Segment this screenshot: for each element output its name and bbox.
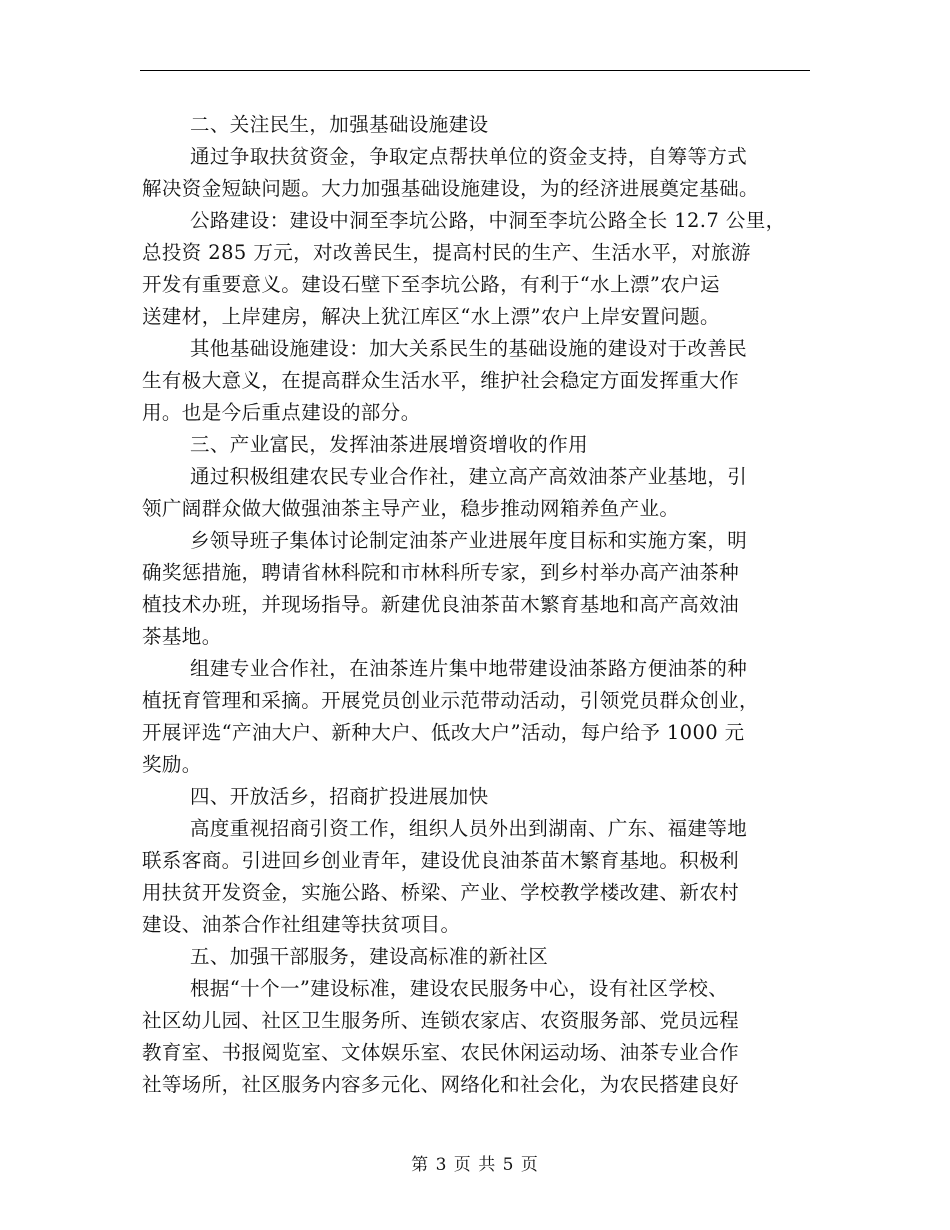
paragraph-line: 植抚育管理和采摘。开展党员创业示范带动活动，引领党员群众创业， (142, 689, 759, 712)
paragraph-line: 通过积极组建农民专业合作社，建立高产高效油茶产业基地，引 (190, 465, 748, 488)
paragraph-line: 建设、油茶合作社组建等扶贫项目。 (142, 913, 461, 936)
section-heading-3: 三、产业富民，发挥油茶进展增资增收的作用 (190, 433, 589, 456)
paragraph-line: 通过争取扶贫资金，争取定点帮扶单位的资金支持，自筹等方式 (190, 145, 748, 168)
section-heading-4: 四、开放活乡，招商扩投进展加快 (190, 785, 489, 808)
paragraph-line: 高度重视招商引资工作，组织人员外出到湖南、广东、福建等地 (190, 817, 748, 840)
paragraph-line: 社区幼儿园、社区卫生服务所、连锁农家店、农资服务部、党员远程 (142, 1009, 740, 1032)
paragraph-line: 用扶贫开发资金，实施公路、桥梁、产业、学校教学楼改建、新农村 (142, 881, 740, 904)
page-number-footer: 第 3 页 共 5 页 (411, 1155, 539, 1175)
paragraph-line: 教育室、书报阅览室、文体娱乐室、农民休闲运动场、油茶专业合作 (142, 1041, 740, 1064)
paragraph-line: 奖励。 (142, 753, 202, 776)
section-heading-2: 二、关注民生，加强基础设施建设 (190, 113, 489, 136)
paragraph-line: 乡领导班子集体讨论制定油茶产业进展年度目标和实施方案，明 (190, 529, 748, 552)
paragraph-line: 组建专业合作社，在油茶连片集中地带建设油茶路方便油茶的种 (190, 657, 748, 680)
paragraph-line: 根据“十个一”建设标准，建设农民服务中心，设有社区学校、 (190, 977, 729, 1000)
paragraph-line: 解决资金短缺问题。大力加强基础设施建设，为的经济进展奠定基础。 (142, 177, 759, 200)
paragraph-line: 确奖惩措施，聘请省林科院和市林科所专家，到乡村举办高产油茶种 (142, 561, 740, 584)
paragraph-line: 生有极大意义，在提高群众生活水平，维护社会稳定方面发挥重大作 (142, 369, 740, 392)
paragraph-line: 社等场所，社区服务内容多元化、网络化和社会化，为农民搭建良好 (142, 1073, 740, 1096)
paragraph-line: 开发有重要意义。建设石壁下至李坑公路，有利于“水上漂”农户运 (142, 273, 720, 296)
paragraph-line: 公路建设：建设中洞至李坑公路，中洞至李坑公路全长 12.7 公里， (190, 209, 786, 232)
paragraph-line: 领广阔群众做大做强油茶主导产业，稳步推动网箱养鱼产业。 (142, 497, 680, 520)
paragraph-line: 送建材，上岸建房，解决上犹江库区“水上漂”农户上岸安置问题。 (142, 305, 720, 328)
paragraph-line: 用。也是今后重点建设的部分。 (142, 401, 421, 424)
paragraph-line: 开展评选“产油大户、新种大户、低改大户”活动，每户给予 1000 元 (142, 721, 745, 744)
paragraph-line: 茶基地。 (142, 625, 222, 648)
paragraph-line: 联系客商。引进回乡创业青年，建设优良油茶苗木繁育基地。积极利 (142, 849, 740, 872)
paragraph-line: 其他基础设施建设：加大关系民生的基础设施的建设对于改善民 (190, 337, 748, 360)
paragraph-line: 总投资 285 万元，对改善民生，提高村民的生产、生活水平，对旅游 (142, 241, 751, 264)
header-rule (140, 70, 810, 71)
section-heading-5: 五、加强干部服务，建设高标准的新社区 (190, 945, 549, 968)
paragraph-line: 植技术办班，并现场指导。新建优良油茶苗木繁育基地和高产高效油 (142, 593, 740, 616)
document-body (142, 109, 810, 1101)
